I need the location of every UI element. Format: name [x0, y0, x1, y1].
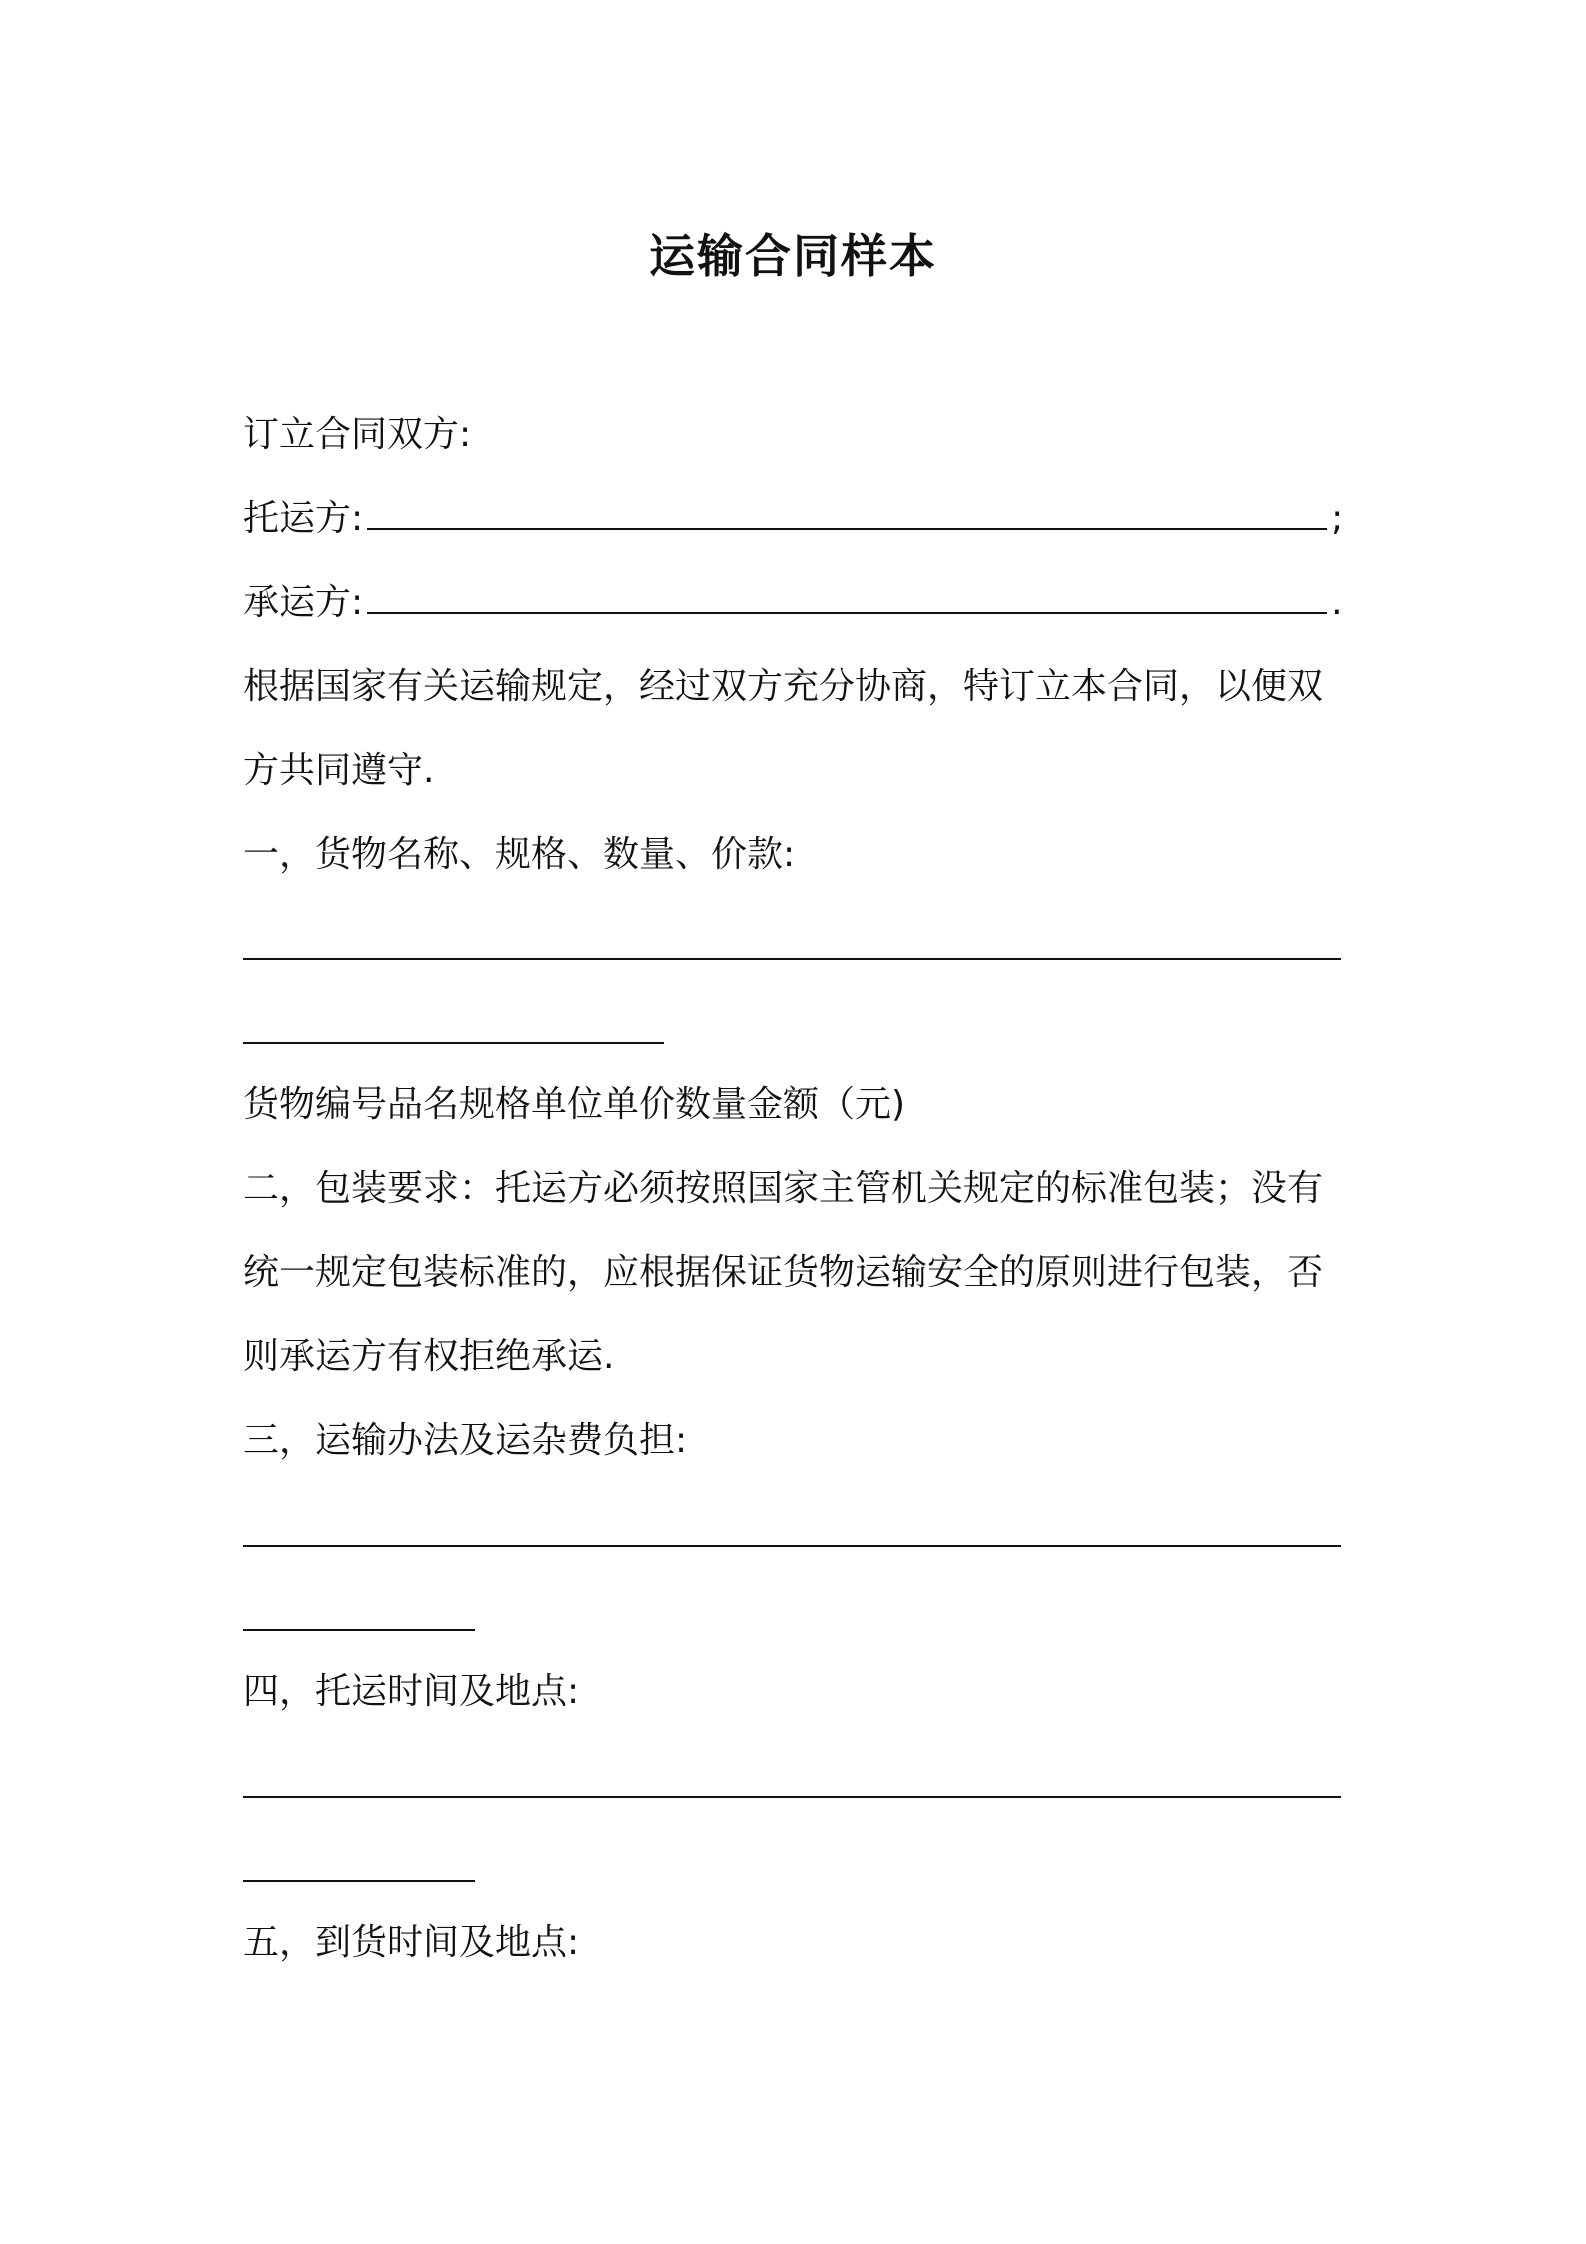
- carrier-label: 承运方:: [243, 582, 364, 623]
- section1-heading: 一，货物名称、规格、数量、价款:: [243, 834, 796, 875]
- intro-line-2: 方共同遵守.: [243, 750, 435, 791]
- section3-blank-line-2[interactable]: [243, 1629, 475, 1631]
- shipper-line: [243, 497, 1343, 541]
- section3-blank-line-1[interactable]: [243, 1545, 1341, 1547]
- document-title: 运输合同样本: [649, 229, 937, 283]
- section3-heading: 三，运输办法及运杂费负担:: [243, 1420, 688, 1461]
- shipper-blank[interactable]: [367, 498, 1327, 530]
- section1-blank-line-1[interactable]: [243, 958, 1341, 960]
- carrier-blank[interactable]: [367, 582, 1327, 614]
- carrier-line: [243, 581, 1343, 625]
- section4-heading: 四，托运时间及地点:: [243, 1671, 580, 1712]
- section2-line-3: 则承运方有权拒绝承运.: [243, 1336, 615, 1377]
- goods-table-header: 货物编号品名规格单位单价数量金额（元): [243, 1084, 906, 1125]
- section2-line-2: 统一规定包装标准的，应根据保证货物运输安全的原则进行包装，否: [243, 1252, 1324, 1293]
- carrier-end-punct: .: [1331, 582, 1343, 623]
- section2-line-1: 二，包装要求：托运方必须按照国家主管机关规定的标准包装；没有: [243, 1168, 1324, 1209]
- section5-heading: 五，到货时间及地点:: [243, 1922, 580, 1963]
- intro-line-1: 根据国家有关运输规定，经过双方充分协商，特订立本合同，以便双: [243, 666, 1324, 707]
- section4-blank-line-1[interactable]: [243, 1796, 1341, 1798]
- parties-heading: 订立合同双方:: [243, 414, 472, 455]
- shipper-end-punct: ;: [1331, 498, 1344, 539]
- section4-blank-line-2[interactable]: [243, 1880, 475, 1882]
- shipper-label: 托运方:: [243, 498, 364, 539]
- section1-blank-line-2[interactable]: [243, 1042, 664, 1044]
